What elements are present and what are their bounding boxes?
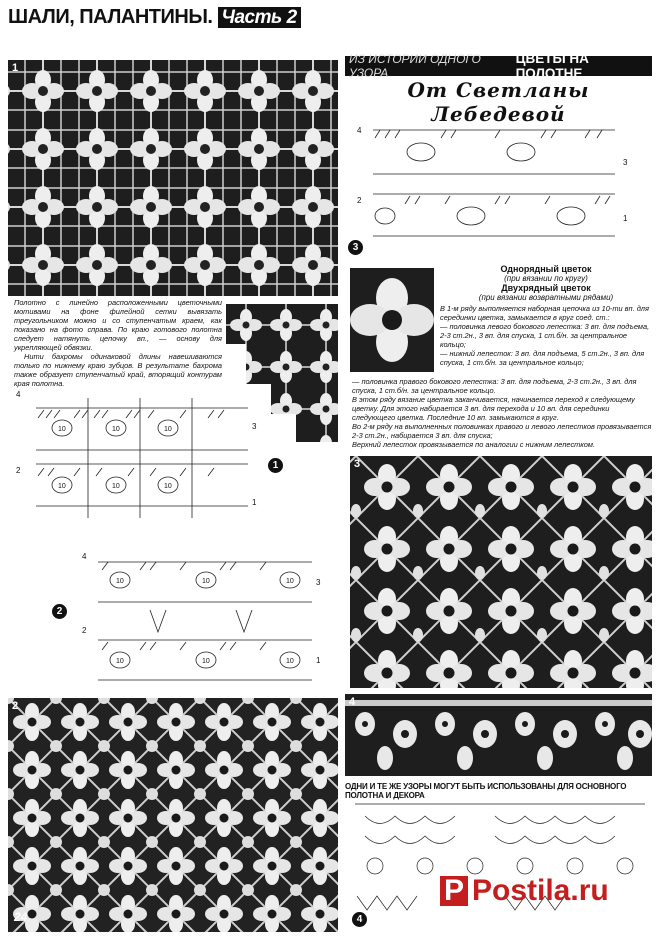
svg-text:10: 10	[58, 483, 66, 490]
svg-text:10: 10	[202, 578, 210, 585]
diagram-2-badge: 2	[52, 604, 67, 619]
flower-step-1: В 1-м ряду выполняется наборная цепочка из 10-ти вп. для серединки цветка, замыкается в круг соед. ст.:	[440, 304, 649, 322]
diagram-1	[8, 388, 258, 528]
diagram-3-row-4: 4	[357, 126, 362, 135]
flower-steps-wide	[352, 377, 652, 449]
photo-2-pattern	[8, 698, 338, 932]
diagram-2	[80, 540, 330, 695]
watermark	[440, 874, 609, 908]
svg-text:10: 10	[112, 483, 120, 490]
svg-text:10: 10	[286, 578, 294, 585]
header-part: Часть 2	[218, 7, 301, 28]
flower-step-7: Верхний лепесток провязывается по аналогии с нижним лепестком.	[352, 440, 596, 449]
svg-text:10: 10	[286, 658, 294, 665]
photo-2	[8, 698, 338, 932]
header-title: ШАЛИ, ПАЛАНТИНЫ.	[8, 6, 213, 28]
photo-1	[8, 60, 338, 296]
photo-4-pattern	[345, 694, 652, 776]
flower-instructions	[440, 264, 652, 302]
diagram-3-row-3: 3	[623, 158, 628, 167]
photo-2-number: 2	[12, 700, 19, 712]
svg-text:10: 10	[116, 578, 124, 585]
history-label: ИЗ ИСТОРИИ ОДНОГО УЗОРА	[349, 52, 481, 80]
photo-3-number: 3	[354, 458, 361, 470]
photo-3-pattern	[350, 456, 652, 688]
svg-text:10: 10	[164, 426, 172, 433]
diagram-3-row-2: 2	[357, 196, 362, 205]
page-header	[8, 6, 301, 29]
diagram-2-row-3: 3	[316, 578, 321, 587]
history-ribbon	[345, 51, 652, 81]
flower-step-4: — половинка правого бокового лепестка: 3 вп. для подъема, 2-3 ст.2н., 3 вп. для спуска, 1 ст.б/н. за центральное кольцо.	[352, 377, 637, 395]
svg-text:10: 10	[112, 426, 120, 433]
diagram-3-row-1: 1	[623, 214, 628, 223]
diagram-1-row-1: 1	[252, 498, 257, 507]
diagram-3-chart	[345, 108, 652, 258]
flower-step-3: — нижний лепесток: 3 вп. для подъема, 5 ст.2н., 3 вп. для спуска, 1 ст.б/н. за центральное кольцо;	[440, 349, 645, 367]
diagram-1-badge: 1	[268, 458, 283, 473]
left-description	[14, 298, 222, 388]
watermark-text: Postila.ru	[472, 874, 609, 907]
diagram-3-badge: 3	[348, 240, 363, 255]
diagram-2-row-4: 4	[82, 552, 87, 561]
photo-1-number: 1	[12, 62, 19, 74]
photo-1-pattern	[8, 60, 338, 296]
svg-text:10: 10	[58, 426, 66, 433]
photo-4-number: 4	[349, 696, 356, 708]
flower-step-6: Во 2-м ряду на выполненных половинках правого и левого лепестков провязывается 2-3 ст.2н., набирается 3 вп. для спуска;	[352, 422, 652, 440]
photo-4	[345, 694, 652, 776]
diagram-2-row-2: 2	[82, 626, 87, 635]
left-description-p2: Нити бахромы одинаковой длины навешиваются только по нижнему краю зубцов. В результате бахрома также образует ступенчатый край, вторящий контурам края полотна.	[14, 352, 222, 388]
diagram-2-row-1: 1	[316, 656, 321, 665]
page-number: 24	[14, 910, 28, 924]
flower-subtitle-2: (при вязании возвратными рядами)	[478, 293, 614, 302]
flower-photo	[350, 268, 434, 372]
author-line: От Светланы Лебедевой	[407, 78, 590, 126]
flower-photo-pattern	[350, 268, 434, 372]
diagram-2-chart	[80, 540, 330, 695]
article-title: ЦВЕТЫ НА ПОЛОТНЕ	[515, 51, 589, 81]
flower-subtitle-1: (при вязании по кругу)	[504, 274, 588, 283]
diagram-4-badge: 4	[352, 912, 367, 927]
left-description-p1: Полотно с линейно расположенными цветочными мотивами на фоне филейной сетки вывязать треугольником можно и со ступенчатым краем, как показано на фото справа. По краю готового полотна следует натянуть цепочку вп., — основу для укрепляющей обвязки.	[14, 298, 222, 352]
flower-step-5: В этом ряду вязание цветка заканчивается, начинается переход к следующему цветку. Для этого набирается 3 вп. для перехода и 10 вп. для серединки следующего цветка. Последние 10 вп. замыкаются в круг.	[352, 395, 635, 422]
flower-steps	[440, 304, 652, 367]
svg-text:10: 10	[116, 658, 124, 665]
flower-title-2: Двухрядный цветок	[501, 283, 591, 293]
diagram-1-row-3: 3	[252, 422, 257, 431]
diagram-1-chart	[8, 388, 258, 528]
flower-step-2: — половинка левого бокового лепестка: 3 вп. для подъема, 2-3 ст.2н., 3 вп. для спуска, 1 ст.б/н. за центральное кольцо;	[440, 322, 650, 349]
flower-title-1: Однорядный цветок	[500, 264, 592, 274]
diagram-3	[345, 108, 652, 258]
svg-text:10: 10	[202, 658, 210, 665]
bottom-caption: ОДНИ И ТЕ ЖЕ УЗОРЫ МОГУТ БЫТЬ ИСПОЛЬЗОВАНЫ ДЛЯ ОСНОВНОГО ПОЛОТНА И ДЕКОРА	[345, 782, 627, 800]
diagram-1-row-4: 4	[16, 390, 21, 399]
diagram-1-row-2: 2	[16, 466, 21, 475]
svg-text:10: 10	[164, 483, 172, 490]
photo-3	[350, 456, 652, 688]
watermark-logo: P	[440, 876, 468, 906]
